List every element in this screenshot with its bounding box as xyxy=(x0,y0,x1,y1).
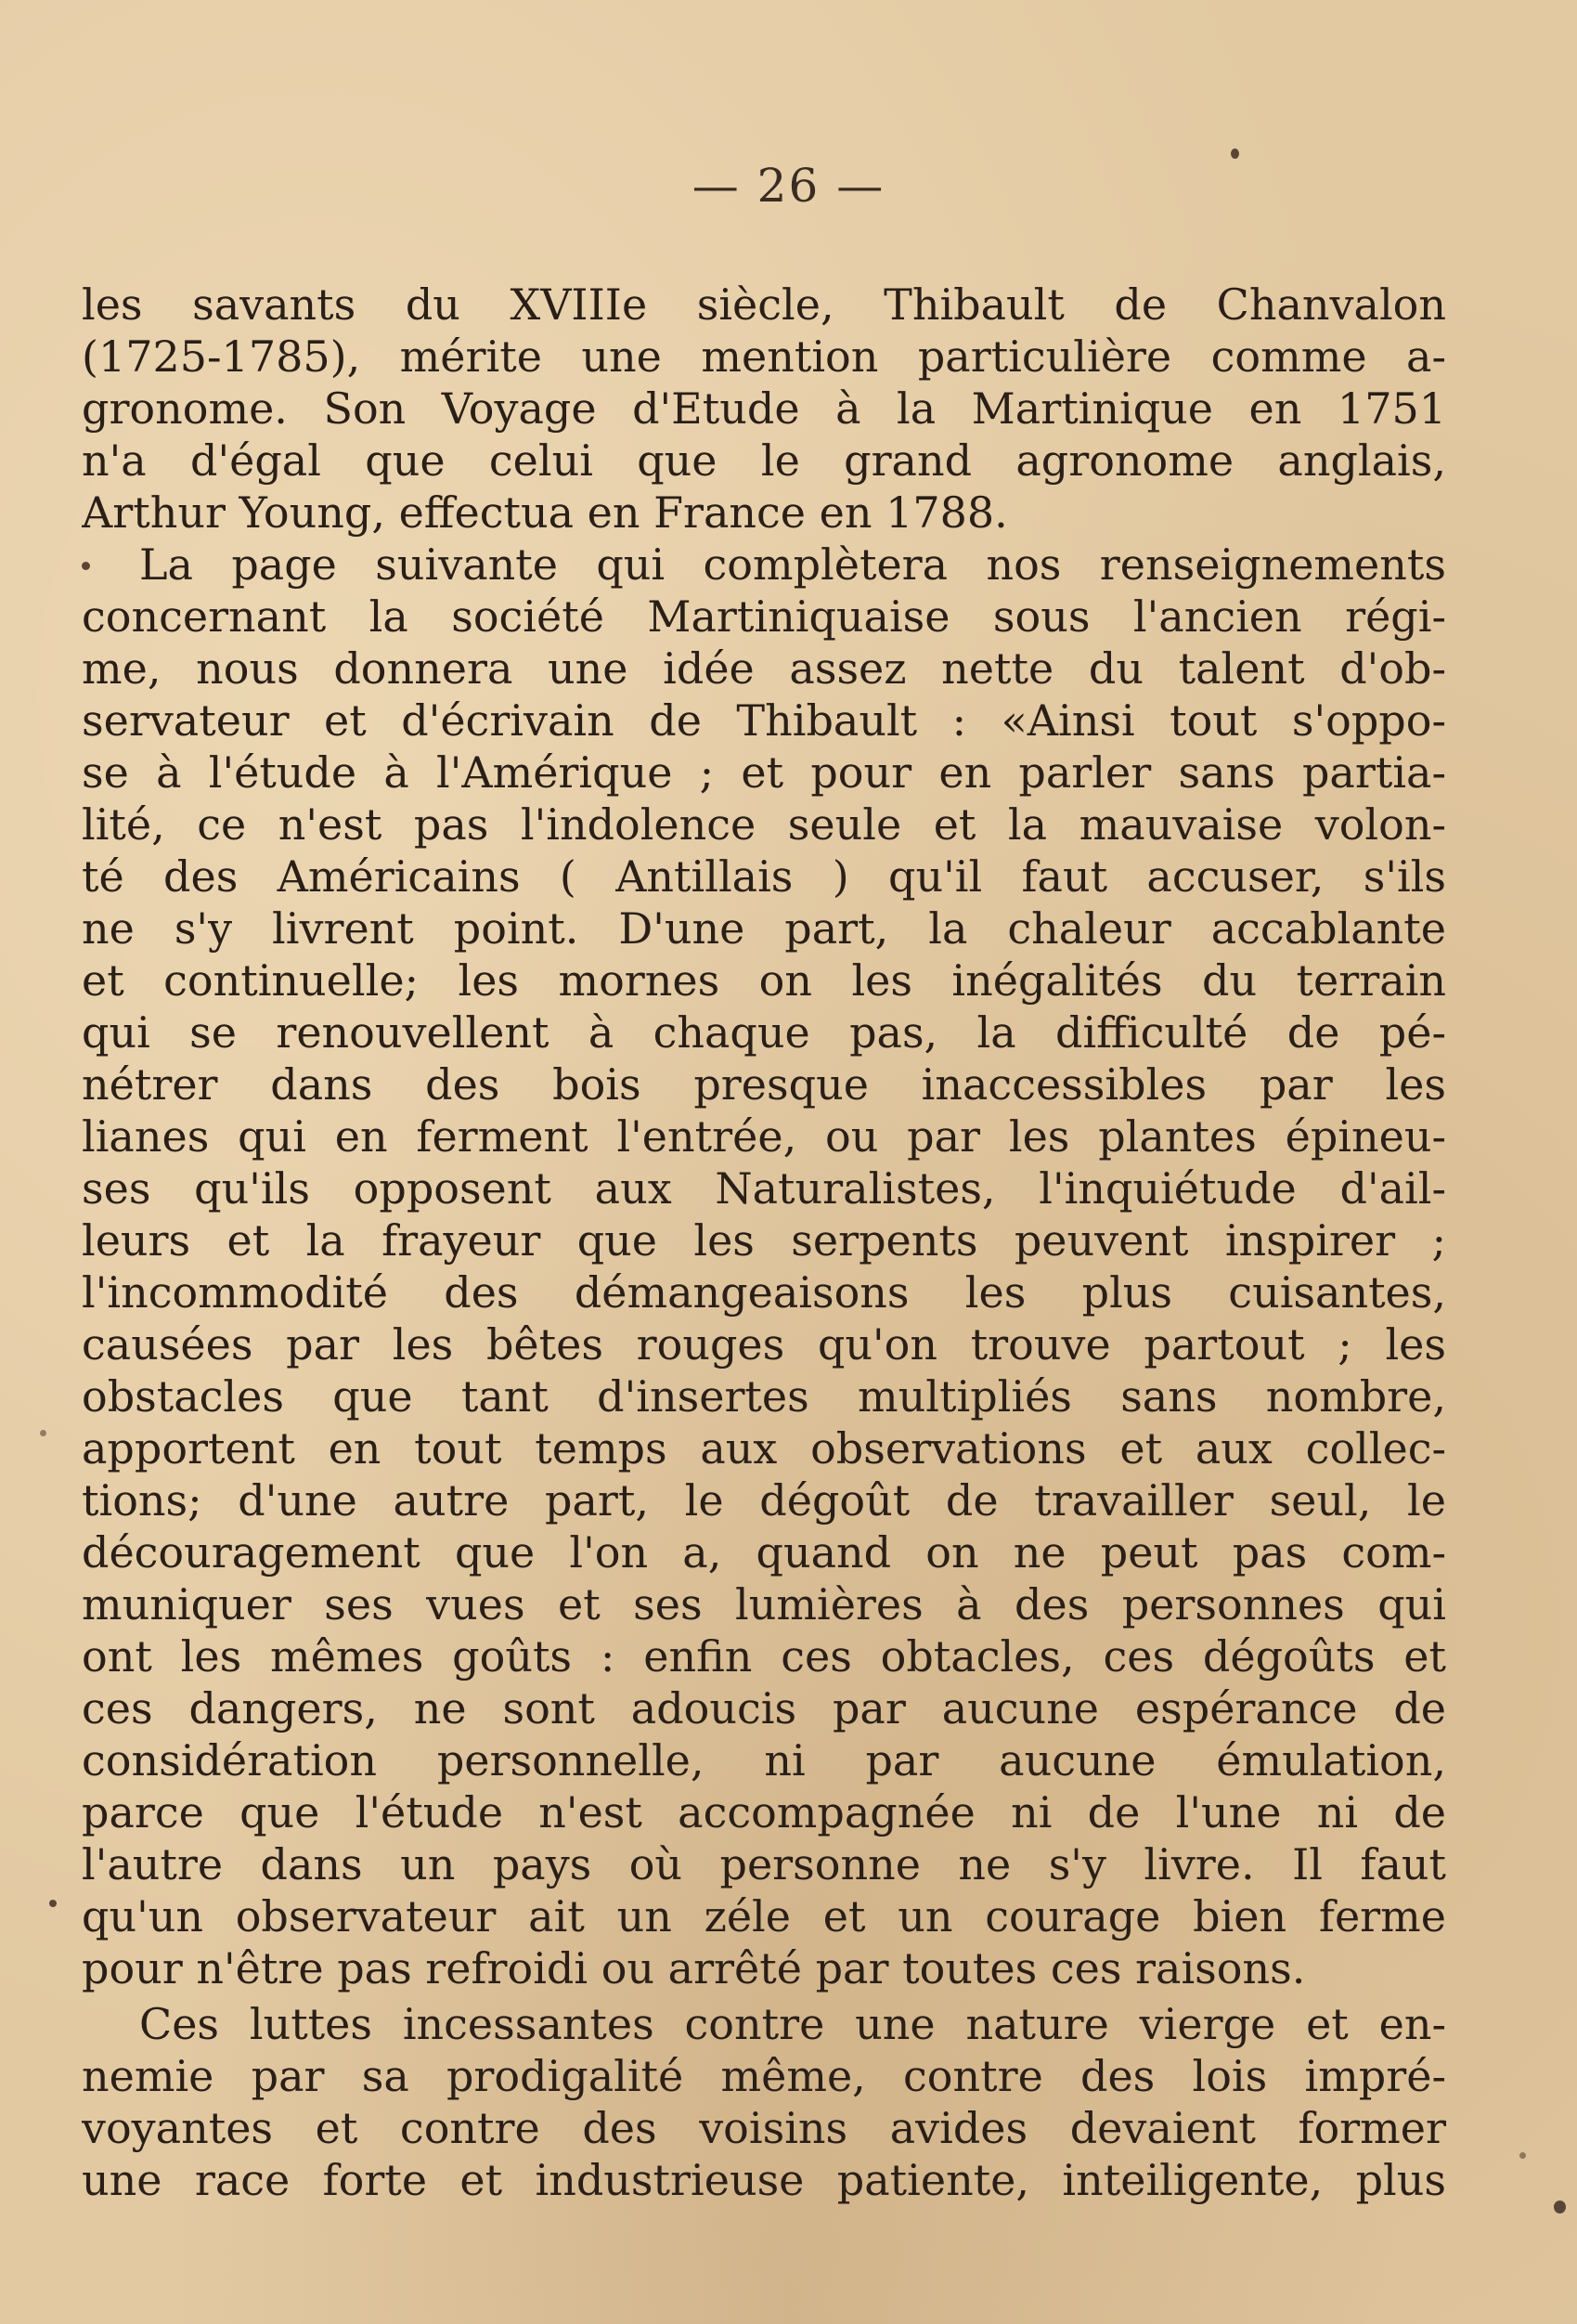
text-line: qu'un observateur ait un zéle et un courage bien ferme xyxy=(82,1891,1446,1941)
text-line: qui se renouvellent à chaque pas, la difficulté de pé- xyxy=(82,1007,1446,1058)
text-line: voyantes et contre des voisins avides devaient former xyxy=(82,2103,1446,2153)
text-line: causées par les bêtes rouges qu'on trouve partout ; les xyxy=(82,1319,1446,1370)
paragraph-1 xyxy=(82,279,1446,539)
text-line: lité, ce n'est pas l'indolence seule et la mauvaise volon- xyxy=(82,799,1446,850)
text-line: découragement que l'on a, quand on ne peut pas com- xyxy=(82,1527,1446,1577)
text-line: muniquer ses vues et ses lumières à des personnes qui xyxy=(82,1579,1446,1629)
text-line: (1725-1785), mérite une mention particulière comme a- xyxy=(82,331,1446,382)
text-line: leurs et la frayeur que les serpents peuvent inspirer ; xyxy=(82,1215,1446,1266)
text-line: La page suivante qui complètera nos renseignements xyxy=(139,539,1446,590)
page-number: — 26 — xyxy=(692,159,885,213)
text-line: lianes qui en ferment l'entrée, ou par les plantes épineu- xyxy=(82,1111,1446,1162)
paper-speck xyxy=(82,562,90,570)
text-line: gronome. Son Voyage d'Etude à la Martinique en 1751 xyxy=(82,383,1446,434)
text-line: se à l'étude à l'Amérique ; et pour en parler sans partia- xyxy=(82,747,1446,798)
text-line: l'autre dans un pays où personne ne s'y livre. Il faut xyxy=(82,1839,1446,1889)
text-line: ces dangers, ne sont adoucis par aucune espérance de xyxy=(82,1683,1446,1733)
text-line: ses qu'ils opposent aux Naturalistes, l'inquiétude d'ail- xyxy=(82,1163,1446,1214)
text-line: nétrer dans des bois presque inaccessibles par les xyxy=(82,1059,1446,1110)
paragraph-3 xyxy=(82,1998,1446,2206)
text-line: parce que l'étude n'est accompagnée ni de l'une ni de xyxy=(82,1787,1446,1837)
paragraph-2 xyxy=(82,539,1446,1994)
text-line: me, nous donnera une idée assez nette du talent d'ob- xyxy=(82,643,1446,694)
paper-speck xyxy=(1554,2201,1566,2214)
body-text xyxy=(82,279,1446,2206)
text-line: nemie par sa prodigalité même, contre des lois impré- xyxy=(82,2051,1446,2101)
text-line: obstacles que tant d'insertes multipliés sans nombre, xyxy=(82,1371,1446,1422)
text-line: n'a d'égal que celui que le grand agronome anglais, xyxy=(82,435,1446,486)
text-line: ne s'y livrent point. D'une part, la chaleur accablante xyxy=(82,903,1446,954)
text-line: servateur et d'écrivain de Thibault : «Ainsi tout s'oppo- xyxy=(82,695,1446,746)
paper-speck xyxy=(49,1900,57,1907)
paper-speck xyxy=(1519,2152,1526,2159)
text-line: et continuelle; les mornes on les inégalités du terrain xyxy=(82,955,1446,1006)
text-line: pour n'être pas refroidi ou arrêté par toutes ces raisons. xyxy=(82,1943,1306,1993)
paper-speck xyxy=(40,1430,46,1436)
paper-speck xyxy=(1231,149,1239,159)
text-line: Arthur Young, effectua en France en 1788. xyxy=(82,487,1008,538)
text-line: ont les mêmes goûts : enfin ces obtacles, ces dégoûts et xyxy=(82,1631,1446,1681)
text-line: considération personnelle, ni par aucune émulation, xyxy=(82,1735,1446,1785)
text-line: concernant la société Martiniquaise sous l'ancien régi- xyxy=(82,591,1446,642)
text-line: Ces luttes incessantes contre une nature vierge et en- xyxy=(139,1999,1446,2049)
text-line: l'incommodité des démangeaisons les plus cuisantes, xyxy=(82,1267,1446,1318)
text-line: tions; d'une autre part, le dégoût de travailler seul, le xyxy=(82,1475,1446,1526)
text-line: les savants du XVIIIe siècle, Thibault de Chanvalon xyxy=(82,279,1446,330)
text-line: une race forte et industrieuse patiente, inteiligente, plus xyxy=(82,2155,1446,2205)
text-line: té des Américains ( Antillais ) qu'il faut accuser, s'ils xyxy=(82,851,1446,902)
text-line: apportent en tout temps aux observations et aux collec- xyxy=(82,1423,1446,1474)
